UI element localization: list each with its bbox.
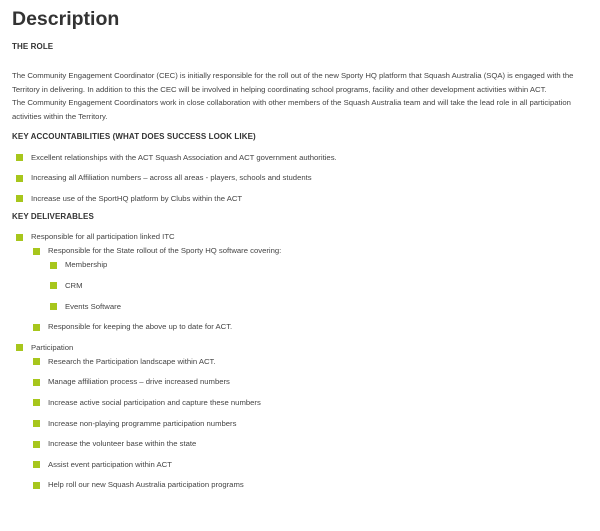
square-bullet-icon [50, 303, 57, 310]
role-heading: THE ROLE [12, 42, 54, 51]
role-paragraph-1: The Community Engagement Coordinator (CEC) is initially responsible for the roll out of the new Sporty HQ platform that Squash Australia (SQA) is engaged with the Territory in delivering. In addition to this the CEC will be involved in helping coordinating school programs, facility and other development activities within ACT. [12, 71, 574, 94]
sub-list [16, 357, 600, 491]
square-bullet-icon [33, 461, 40, 468]
role-description [12, 69, 600, 123]
list-item-text: Manage affiliation process – drive increased numbers [48, 377, 230, 387]
list-item-text: Increasing all Affiliation numbers – across all areas - players, schools and students [31, 173, 312, 183]
list-item [33, 460, 600, 470]
accountabilities-list [12, 153, 600, 204]
sub-sub-list [33, 260, 600, 311]
list-item-text: Increase non-playing programme participation numbers [48, 418, 237, 428]
list-item-text: Help roll our new Squash Australia participation programs [48, 480, 244, 490]
list-item [16, 343, 600, 491]
list-item [50, 302, 600, 312]
list-item [16, 173, 600, 183]
page-title: Description [12, 8, 120, 30]
list-item-text: Responsible for keeping the above up to date for ACT. [48, 322, 233, 332]
square-bullet-icon [33, 324, 40, 331]
sub-list [16, 246, 600, 332]
square-bullet-icon [33, 399, 40, 406]
accountabilities-heading: KEY ACCOUNTABILITIES (WHAT DOES SUCCESS LOOK LIKE) [12, 132, 256, 141]
square-bullet-icon [33, 379, 40, 386]
list-item [16, 232, 600, 332]
list-item-text: Increase the volunteer base within the state [48, 439, 197, 449]
list-item-text: Membership [65, 260, 108, 270]
square-bullet-icon [33, 358, 40, 365]
list-item-text: Responsible for the State rollout of the Sporty HQ software covering: [48, 246, 282, 256]
square-bullet-icon [50, 282, 57, 289]
square-bullet-icon [16, 344, 23, 351]
square-bullet-icon [33, 482, 40, 489]
list-item-text: Participation [31, 342, 74, 352]
deliverables-list [12, 232, 600, 490]
list-item [33, 419, 600, 429]
square-bullet-icon [16, 154, 23, 161]
list-item-text: Responsible for all participation linked ITC [31, 232, 175, 242]
list-item-text: Research the Participation landscape within ACT. [48, 356, 216, 366]
square-bullet-icon [33, 248, 40, 255]
list-item [33, 357, 600, 367]
square-bullet-icon [16, 175, 23, 182]
list-item [33, 246, 600, 311]
list-item [16, 153, 600, 163]
square-bullet-icon [16, 234, 23, 241]
list-item [33, 480, 600, 490]
square-bullet-icon [33, 441, 40, 448]
list-item [33, 322, 600, 332]
list-item [16, 194, 600, 204]
deliverables-heading: KEY DELIVERABLES [12, 211, 94, 221]
list-item-text: Assist event participation within ACT [48, 459, 172, 469]
list-item-text: Increase active social participation and capture these numbers [48, 397, 261, 407]
list-item [33, 398, 600, 408]
list-item [33, 439, 600, 449]
square-bullet-icon [16, 195, 23, 202]
list-item-text: Events Software [65, 301, 121, 311]
list-item-text: Excellent relationships with the ACT Squash Association and ACT government authorities. [31, 152, 337, 162]
list-item-text: Increase use of the SportHQ platform by Clubs within the ACT [31, 193, 243, 203]
list-item [50, 281, 600, 291]
square-bullet-icon [33, 420, 40, 427]
list-item [50, 260, 600, 270]
role-paragraph-2: The Community Engagement Coordinators work in close collaboration with other members of the Squash Australia team and will take the lead role in all participation activities within the Territory. [12, 98, 571, 121]
list-item [33, 377, 600, 387]
square-bullet-icon [50, 262, 57, 269]
list-item-text: CRM [65, 280, 83, 290]
